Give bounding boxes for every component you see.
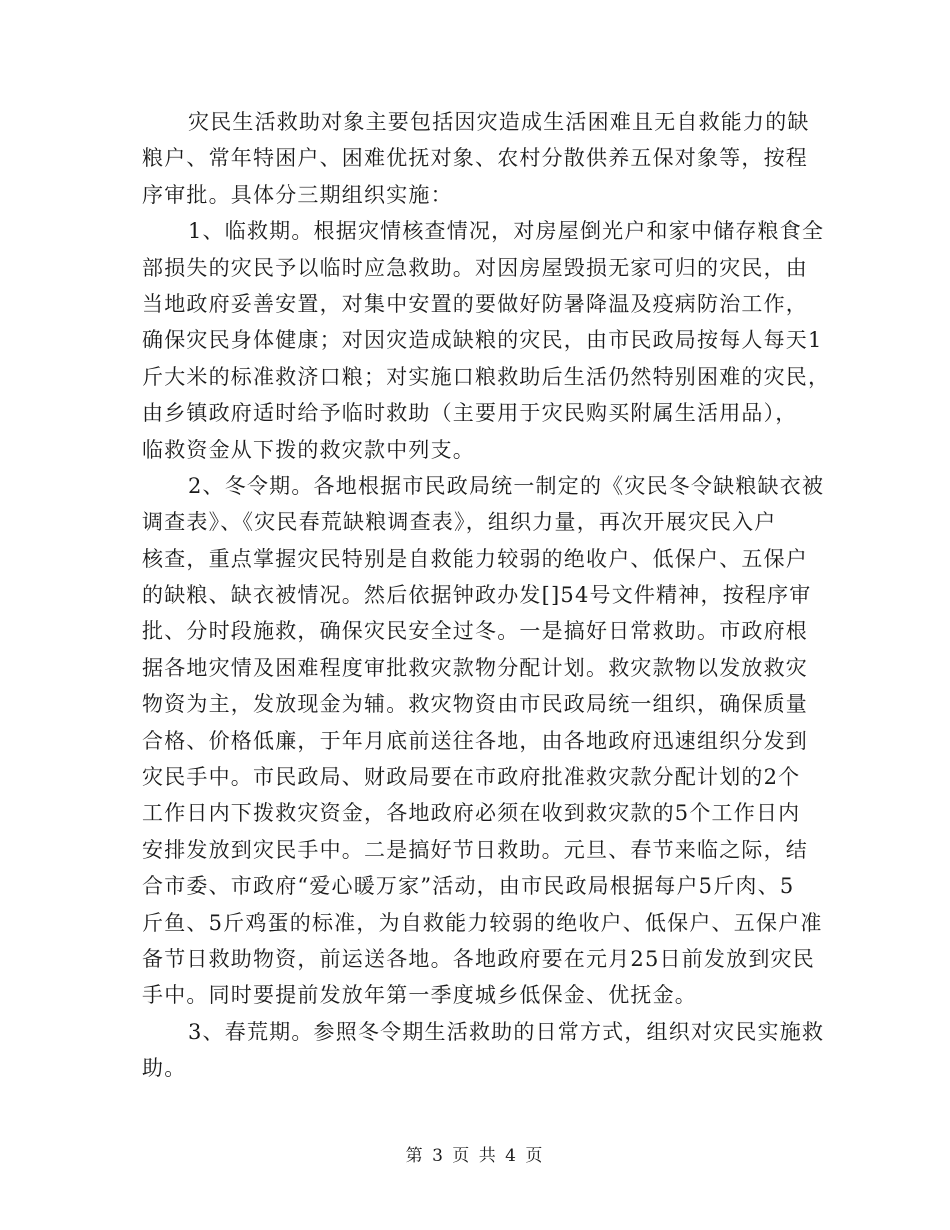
text-line: 据各地灾情及困难程度审批救灾款物分配计划。救灾款物以发放救灾 — [142, 655, 808, 680]
text-line: 助。 — [142, 1056, 187, 1081]
text-line: 的缺粮、缺衣被情况。然后依据钟政办发[]54号文件精神，按程序审 — [142, 583, 812, 608]
text-line: 核查，重点掌握灾民特别是自救能力较弱的绝收户、低保户、五保户 — [142, 546, 808, 571]
text-line: 安排发放到灾民手中。二是搞好节日救助。元旦、春节来临之际，结 — [142, 837, 808, 862]
text-line: 合市委、市政府“爱心暖万家”活动，由市民政局根据每户5斤肉、5 — [142, 874, 795, 899]
text-line: 灾民手中。市民政局、财政局要在市政府批准救灾款分配计划的2个 — [142, 765, 801, 790]
text-line: 手中。同时要提前发放年第一季度城乡低保金、优抚金。 — [142, 983, 697, 1008]
text-line: 调查表》、《灾民春荒缺粮调查表》，组织力量，再次开展灾民入户 — [142, 510, 777, 535]
paragraph-emergency-period — [142, 213, 831, 468]
text-line: 2、冬令期。各地根据市民政局统一制定的《灾民冬令缺粮缺衣被 — [188, 473, 825, 498]
text-line: 当地政府妥善安置，对集中安置的要做好防暑降温及疫病防治工作， — [142, 291, 808, 316]
text-line: 1、临救期。根据灾情核查情况，对房屋倒光户和家中储存粮食全 — [188, 219, 825, 244]
document-body — [142, 104, 831, 1087]
paragraph-eligibility — [142, 104, 812, 213]
text-line: 部损失的灾民予以临时应急救助。对因房屋毁损无家可归的灾民，由 — [142, 255, 808, 280]
text-line: 合格、价格低廉，于年月底前送往各地，由各地政府迅速组织分发到 — [142, 728, 808, 753]
text-line: 3、春荒期。参照冬令期生活救助的日常方式，组织对灾民实施救 — [188, 1019, 825, 1044]
text-line: 由乡镇政府适时给予临时救助（主要用于灾民购买附属生活用品）， — [142, 401, 798, 426]
text-line: 备节日救助物资，前运送各地。各地政府要在元月25日前发放到灾民 — [142, 946, 815, 971]
text-line: 粮户、常年特困户、困难优抚对象、农村分散供养五保对象等，按程 — [142, 146, 808, 171]
text-line: 临救资金从下拨的救灾款中列支。 — [142, 437, 475, 462]
text-line: 序审批。具体分三期组织实施： — [142, 182, 453, 207]
paragraph-winter-period — [142, 468, 825, 1014]
text-line: 确保灾民身体健康；对因灾造成缺粮的灾民，由市民政局按每人每天1 — [142, 328, 823, 353]
paragraph-spring-period — [142, 1014, 825, 1087]
text-line: 批、分时段施救，确保灾民安全过冬。一是搞好日常救助。市政府根 — [142, 619, 808, 644]
text-line: 斤大米的标准救济口粮；对实施口粮救助后生活仍然特别困难的灾民， — [142, 364, 831, 389]
text-line: 灾民生活救助对象主要包括因灾造成生活困难且无自救能力的缺 — [188, 110, 810, 134]
text-line: 物资为主，发放现金为辅。救灾物资由市民政局统一组织，确保质量 — [142, 692, 808, 717]
page-number-footer: 第 3 页 共 4 页 — [405, 1146, 545, 1166]
text-line: 斤鱼、5斤鸡蛋的标准，为自救能力较弱的绝收户、低保户、五保户准 — [142, 910, 823, 935]
text-line: 工作日内下拨救灾资金，各地政府必须在收到救灾款的5个工作日内 — [142, 801, 801, 826]
